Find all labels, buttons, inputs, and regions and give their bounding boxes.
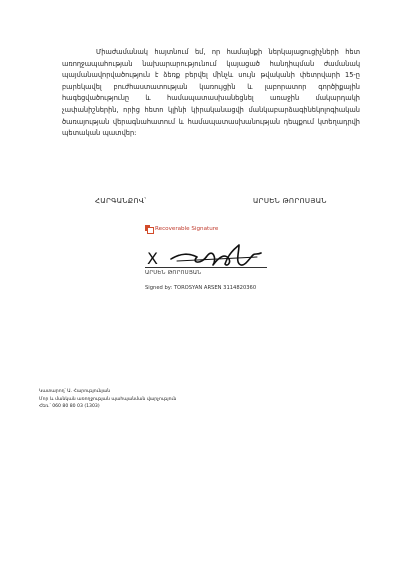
signature-x-mark: X bbox=[147, 249, 158, 268]
signature-line bbox=[145, 267, 267, 268]
closing-salutation: ՀԱՐԳԱՆՔՈՎ՝ bbox=[95, 197, 147, 205]
body-paragraph: Միաժամանակ հայտնում եմ, որ համայնքի ներկայացուցիչների հետ առողջապահության նախարարությունում կայացած հանդիպման ժամանակ պայմանավորվածություն է ձեռք բերվել մինչև սույն թվականի փետրվարի 15-ը բարեկավել բուժհաստատության կառույցին և լաբորատոր գործիքային հագեցվածությունը և համապատասխանեցնել առաջին մակարդակի չափանիշներին, որից հետո կլինի կիրականացվի մանկաբարձագինեկոլոգիական ծառայության վերագնահատում և համապատասխանության դեպքում կտեղադրվի պետական պատվեր: bbox=[62, 48, 360, 138]
footer-phone: Հեռ.՝ 060 80 80 03 (1303) bbox=[39, 404, 100, 410]
footer-department: Մոր և մանկան առողջության պահպանման վարչություն bbox=[39, 396, 177, 402]
signature-printed-name: ԱՐՍԵՆ ԹՈՐՈՍՅԱՆ bbox=[145, 270, 202, 276]
signer-name: ԱՐՍԵՆ ԹՈՐՈՍՅԱՆ bbox=[253, 197, 327, 205]
footer-executor: Կատարող՝ Ա. Հարությունյան bbox=[39, 389, 111, 394]
footer-contact bbox=[39, 388, 176, 411]
signature-header bbox=[145, 225, 218, 232]
signature-title: Recoverable Signature bbox=[155, 225, 219, 232]
digital-signature-block[interactable] bbox=[141, 222, 269, 296]
signature-flag-icon bbox=[145, 225, 152, 232]
signature-signed-by: Signed by: TOROSYAN ARSEN 3114820360 bbox=[145, 285, 257, 291]
